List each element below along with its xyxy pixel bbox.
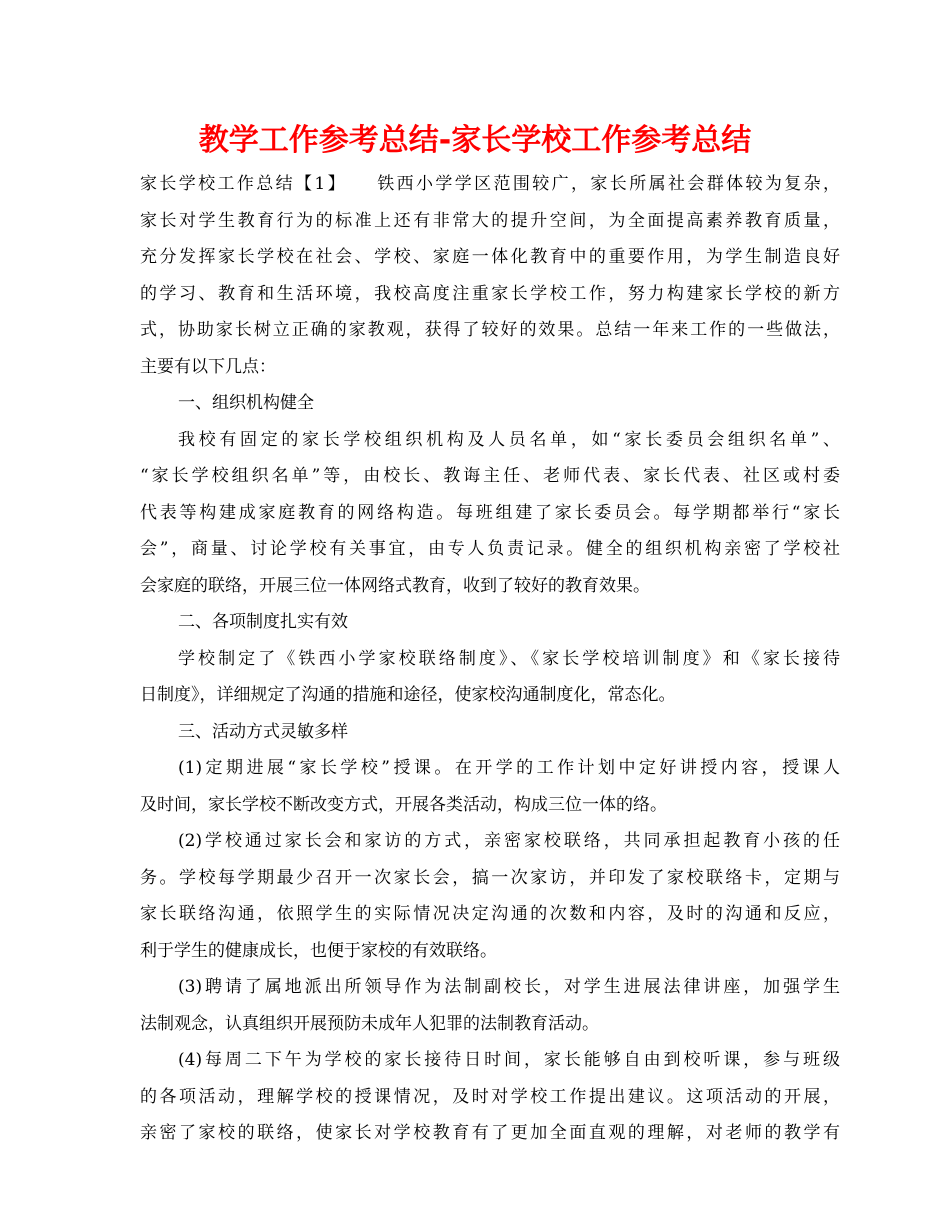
paragraph-line: (2)学校通过家长会和家访的方式，亲密家校联络，共同承担起教育小孩的任 <box>178 831 840 851</box>
paragraph-line: 日制度》，详细规定了沟通的措施和途径，使家校沟通制度化，常态化。 <box>140 685 676 705</box>
paragraph-line: 我校有固定的家长学校组织机构及人员名单，如“家长委员会组织名单”、 <box>178 429 840 450</box>
paragraph-line: 家长学校工作总结【1】 铁西小学学区范围较广，家长所属社会群体较为复杂， <box>140 174 840 194</box>
paragraph-line: 学校制定了《铁西小学家校联络制度》、《家长学校培训制度》和《家长接待 <box>178 648 840 669</box>
paragraph-line: 家长联络沟通，依照学生的实际情况决定沟通的次数和内容，及时的沟通和反应， <box>140 904 840 924</box>
paragraph-line: 二、各项制度扎实有效 <box>178 612 348 632</box>
paragraph-line: 式，协助家长树立正确的家教观，获得了较好的效果。总结一年来工作的一些做法， <box>140 320 840 340</box>
document-body <box>140 166 840 1152</box>
paragraph-line: 利于学生的健康成长，也便于家校的有效联络。 <box>140 940 497 961</box>
paragraph-line: 充分发挥家长学校在社会、学校、家庭一体化教育中的重要作用，为学生制造良好 <box>140 247 840 267</box>
paragraph-line: 务。学校每学期最少召开一次家长会，搞一次家访，并印发了家校联络卡，定期与 <box>140 867 840 888</box>
paragraph-line: 的学习、教育和生活环境，我校高度注重家长学校工作，努力构建家长学校的新方 <box>140 283 840 304</box>
paragraph-line: 主要有以下几点： <box>140 356 276 377</box>
paragraph-line: 亲密了家校的联络，使家长对学校教育有了更加全面直观的理解，对老师的教学有 <box>140 1123 840 1143</box>
paragraph-line: 法制观念，认真组织开展预防未成年人犯罪的法制教育活动。 <box>140 1013 599 1034</box>
paragraph-line: 三、活动方式灵敏多样 <box>178 721 348 742</box>
paragraph-line: 代表等构建成家庭教育的网络构造。每班组建了家长委员会。每学期都举行“家长 <box>140 502 840 523</box>
document-title: 教学工作参考总结-家长学校工作参考总结 <box>198 123 752 158</box>
paragraph-line: (1)定期进展“家长学校”授课。在开学的工作计划中定好讲授内容，授课人 <box>178 758 840 778</box>
paragraph-line: 一、组织机构健全 <box>178 393 314 413</box>
paragraph-line: 的各项活动，理解学校的授课情况，及时对学校工作提出建议。这项活动的开展， <box>140 1086 840 1107</box>
paragraph-line: 及时间，家长学校不断改变方式，开展各类活动，构成三位一体的络。 <box>140 794 667 815</box>
paragraph-line: 会”，商量、讨论学校有关事宜，由专人负责记录。健全的组织机构亲密了学校社 <box>140 539 840 559</box>
paragraph-line: 会家庭的联络，开展三位一体网络式教育，收到了较好的教育效果。 <box>140 575 650 596</box>
paragraph-line: (4)每周二下午为学校的家长接待日时间，家长能够自由到校听课，参与班级 <box>178 1050 840 1070</box>
paragraph-line: (3)聘请了属地派出所领导作为法制副校长，对学生进展法律讲座，加强学生 <box>178 977 840 997</box>
paragraph-line: 家长对学生教育行为的标准上还有非常大的提升空间，为全面提高素养教育质量， <box>140 210 840 231</box>
paragraph-line: “家长学校组织名单”等，由校长、教诲主任、老师代表、家长代表、社区或村委 <box>140 466 840 486</box>
